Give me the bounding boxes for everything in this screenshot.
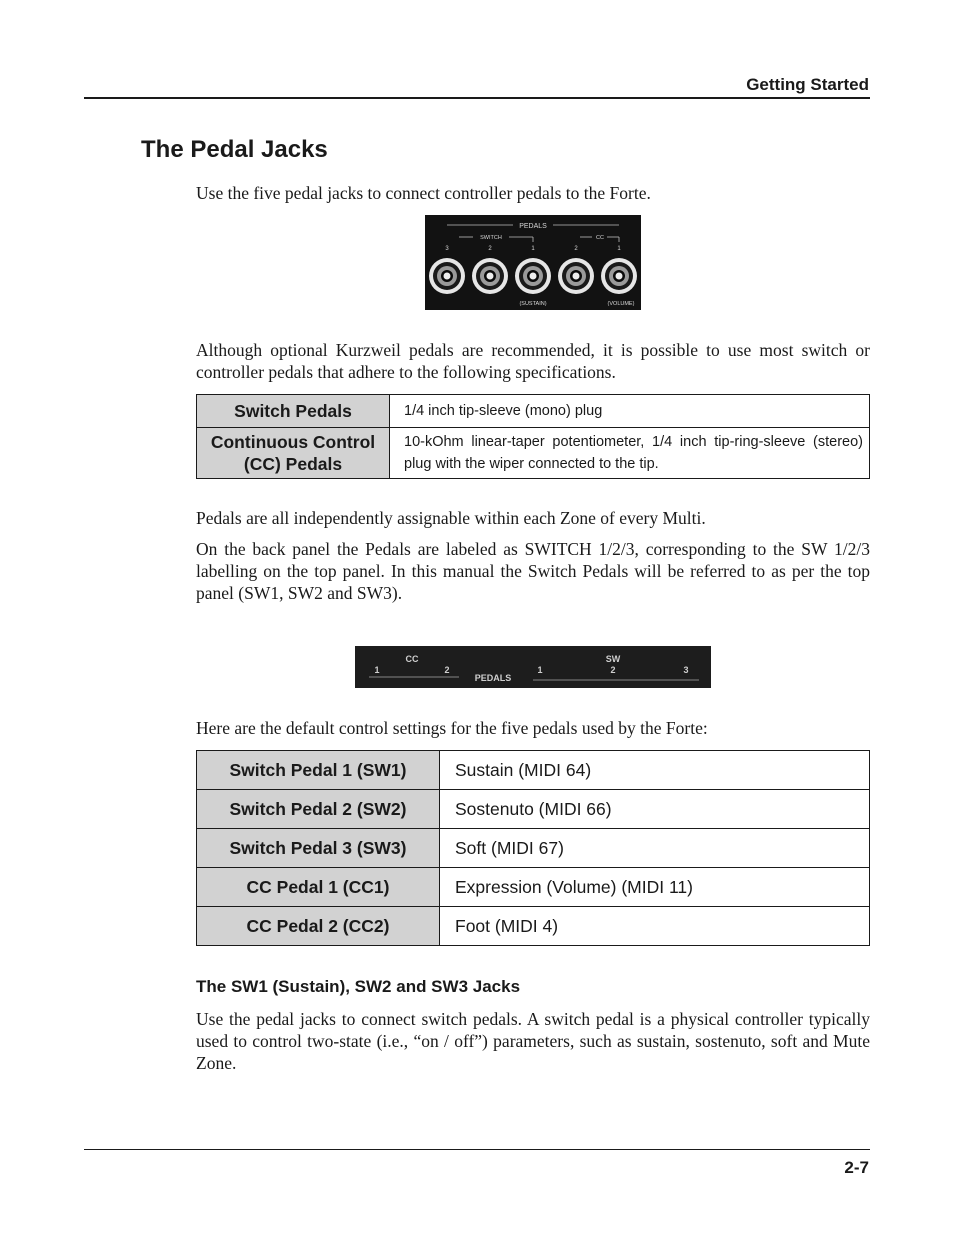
pedal-name-cell: CC Pedal 2 (CC2): [197, 907, 440, 946]
specs-paragraph: Although optional Kurzweil pedals are recommended, it is possible to use most switch or controller pedals that adhere to the following specifications.: [196, 340, 870, 382]
switch-paragraph: Use the pedal jacks to connect switch pedals. A switch pedal is a physical controller typically used to control two-state (i.e., “on / off”) parameters, such as sustain, sostenuto, soft and Mute Zone.: [196, 1009, 870, 1073]
strip-sw-number: 3: [683, 665, 689, 675]
page-number: 2-7: [844, 1158, 869, 1177]
jack-panel-switch-label: SWITCH: [480, 235, 502, 241]
table-row: [197, 751, 870, 790]
pedal-name-cell: CC Pedal 1 (CC1): [197, 868, 440, 907]
pedal-setting-cell: Sostenuto (MIDI 66): [440, 790, 870, 829]
backpanel-paragraph: On the back panel the Pedals are labeled as SWITCH 1/2/3, corresponding to the SW 1/2/3 labelling on the top panel. In this manual the Switch Pedals will be referred to as per the top panel (SW1, SW2 and SW3).: [196, 539, 870, 603]
defaults-paragraph: Here are the default control settings for the five pedals used by the Forte:: [196, 718, 708, 738]
strip-sw-number: 1: [537, 665, 543, 675]
page-title: The Pedal Jacks: [141, 136, 328, 163]
strip-cc-number: 1: [374, 665, 380, 675]
intro-paragraph: Use the five pedal jacks to connect controller pedals to the Forte.: [196, 183, 651, 203]
jack-number: 2: [574, 246, 578, 252]
strip-pedals-label: PEDALS: [474, 673, 512, 683]
spec-value-cell: 1/4 inch tip-sleeve (mono) plug: [390, 395, 870, 428]
jack-number: 2: [488, 246, 492, 252]
spec-name-cell: Continuous Control (CC) Pedals: [197, 428, 390, 479]
footer-rule: [84, 1149, 870, 1150]
default-settings-table: [196, 750, 870, 946]
top-panel-strip: [355, 646, 711, 688]
pedal-setting-cell: Foot (MIDI 4): [440, 907, 870, 946]
table-row: [197, 868, 870, 907]
jack-number: 1: [531, 246, 535, 252]
assign-paragraph: Pedals are all independently assignable within each Zone of every Multi.: [196, 508, 706, 528]
pedal-setting-cell: Sustain (MIDI 64): [440, 751, 870, 790]
pedal-name-cell: Switch Pedal 3 (SW3): [197, 829, 440, 868]
pedal-name-cell: Switch Pedal 1 (SW1): [197, 751, 440, 790]
running-header: Getting Started: [746, 75, 869, 94]
jack-socket: [429, 258, 465, 294]
jack-volume-label: (VOLUME): [607, 301, 635, 307]
section-subheading: The SW1 (Sustain), SW2 and SW3 Jacks: [196, 977, 521, 996]
table-row: [197, 395, 870, 428]
strip-cc-number: 2: [444, 665, 450, 675]
pedal-name-cell: Switch Pedal 2 (SW2): [197, 790, 440, 829]
table-row: [197, 790, 870, 829]
jack-panel-title: PEDALS: [519, 223, 547, 230]
pedal-jacks-image: [425, 215, 641, 310]
spec-name-cell: Switch Pedals: [197, 395, 390, 428]
pedal-setting-cell: Soft (MIDI 67): [440, 829, 870, 868]
strip-sw-label: SW: [605, 654, 621, 664]
table-row: [197, 428, 870, 479]
pedal-setting-cell: Expression (Volume) (MIDI 11): [440, 868, 870, 907]
table-row: [197, 907, 870, 946]
top-panel-pedal-labels-image: [355, 646, 711, 688]
strip-cc-label: CC: [405, 654, 419, 664]
jack-socket: [601, 258, 637, 294]
jack-sustain-label: (SUSTAIN): [519, 301, 547, 307]
header-rule: [84, 97, 870, 99]
jack-socket: [558, 258, 594, 294]
strip-sw-number: 2: [610, 665, 616, 675]
jack-socket: [515, 258, 551, 294]
pedal-jacks-diagram: [425, 215, 641, 310]
jack-number: 1: [617, 246, 621, 252]
jack-panel-cc-label: CC: [596, 235, 604, 241]
spec-value-cell: 10-kOhm linear-taper potentiometer, 1/4 inch tip-ring-sleeve (stereo) plug with the wiper connected to the tip.: [390, 428, 870, 479]
table-row: [197, 829, 870, 868]
jack-socket: [472, 258, 508, 294]
jack-number: 3: [445, 246, 449, 252]
pedal-spec-table: [196, 394, 870, 479]
